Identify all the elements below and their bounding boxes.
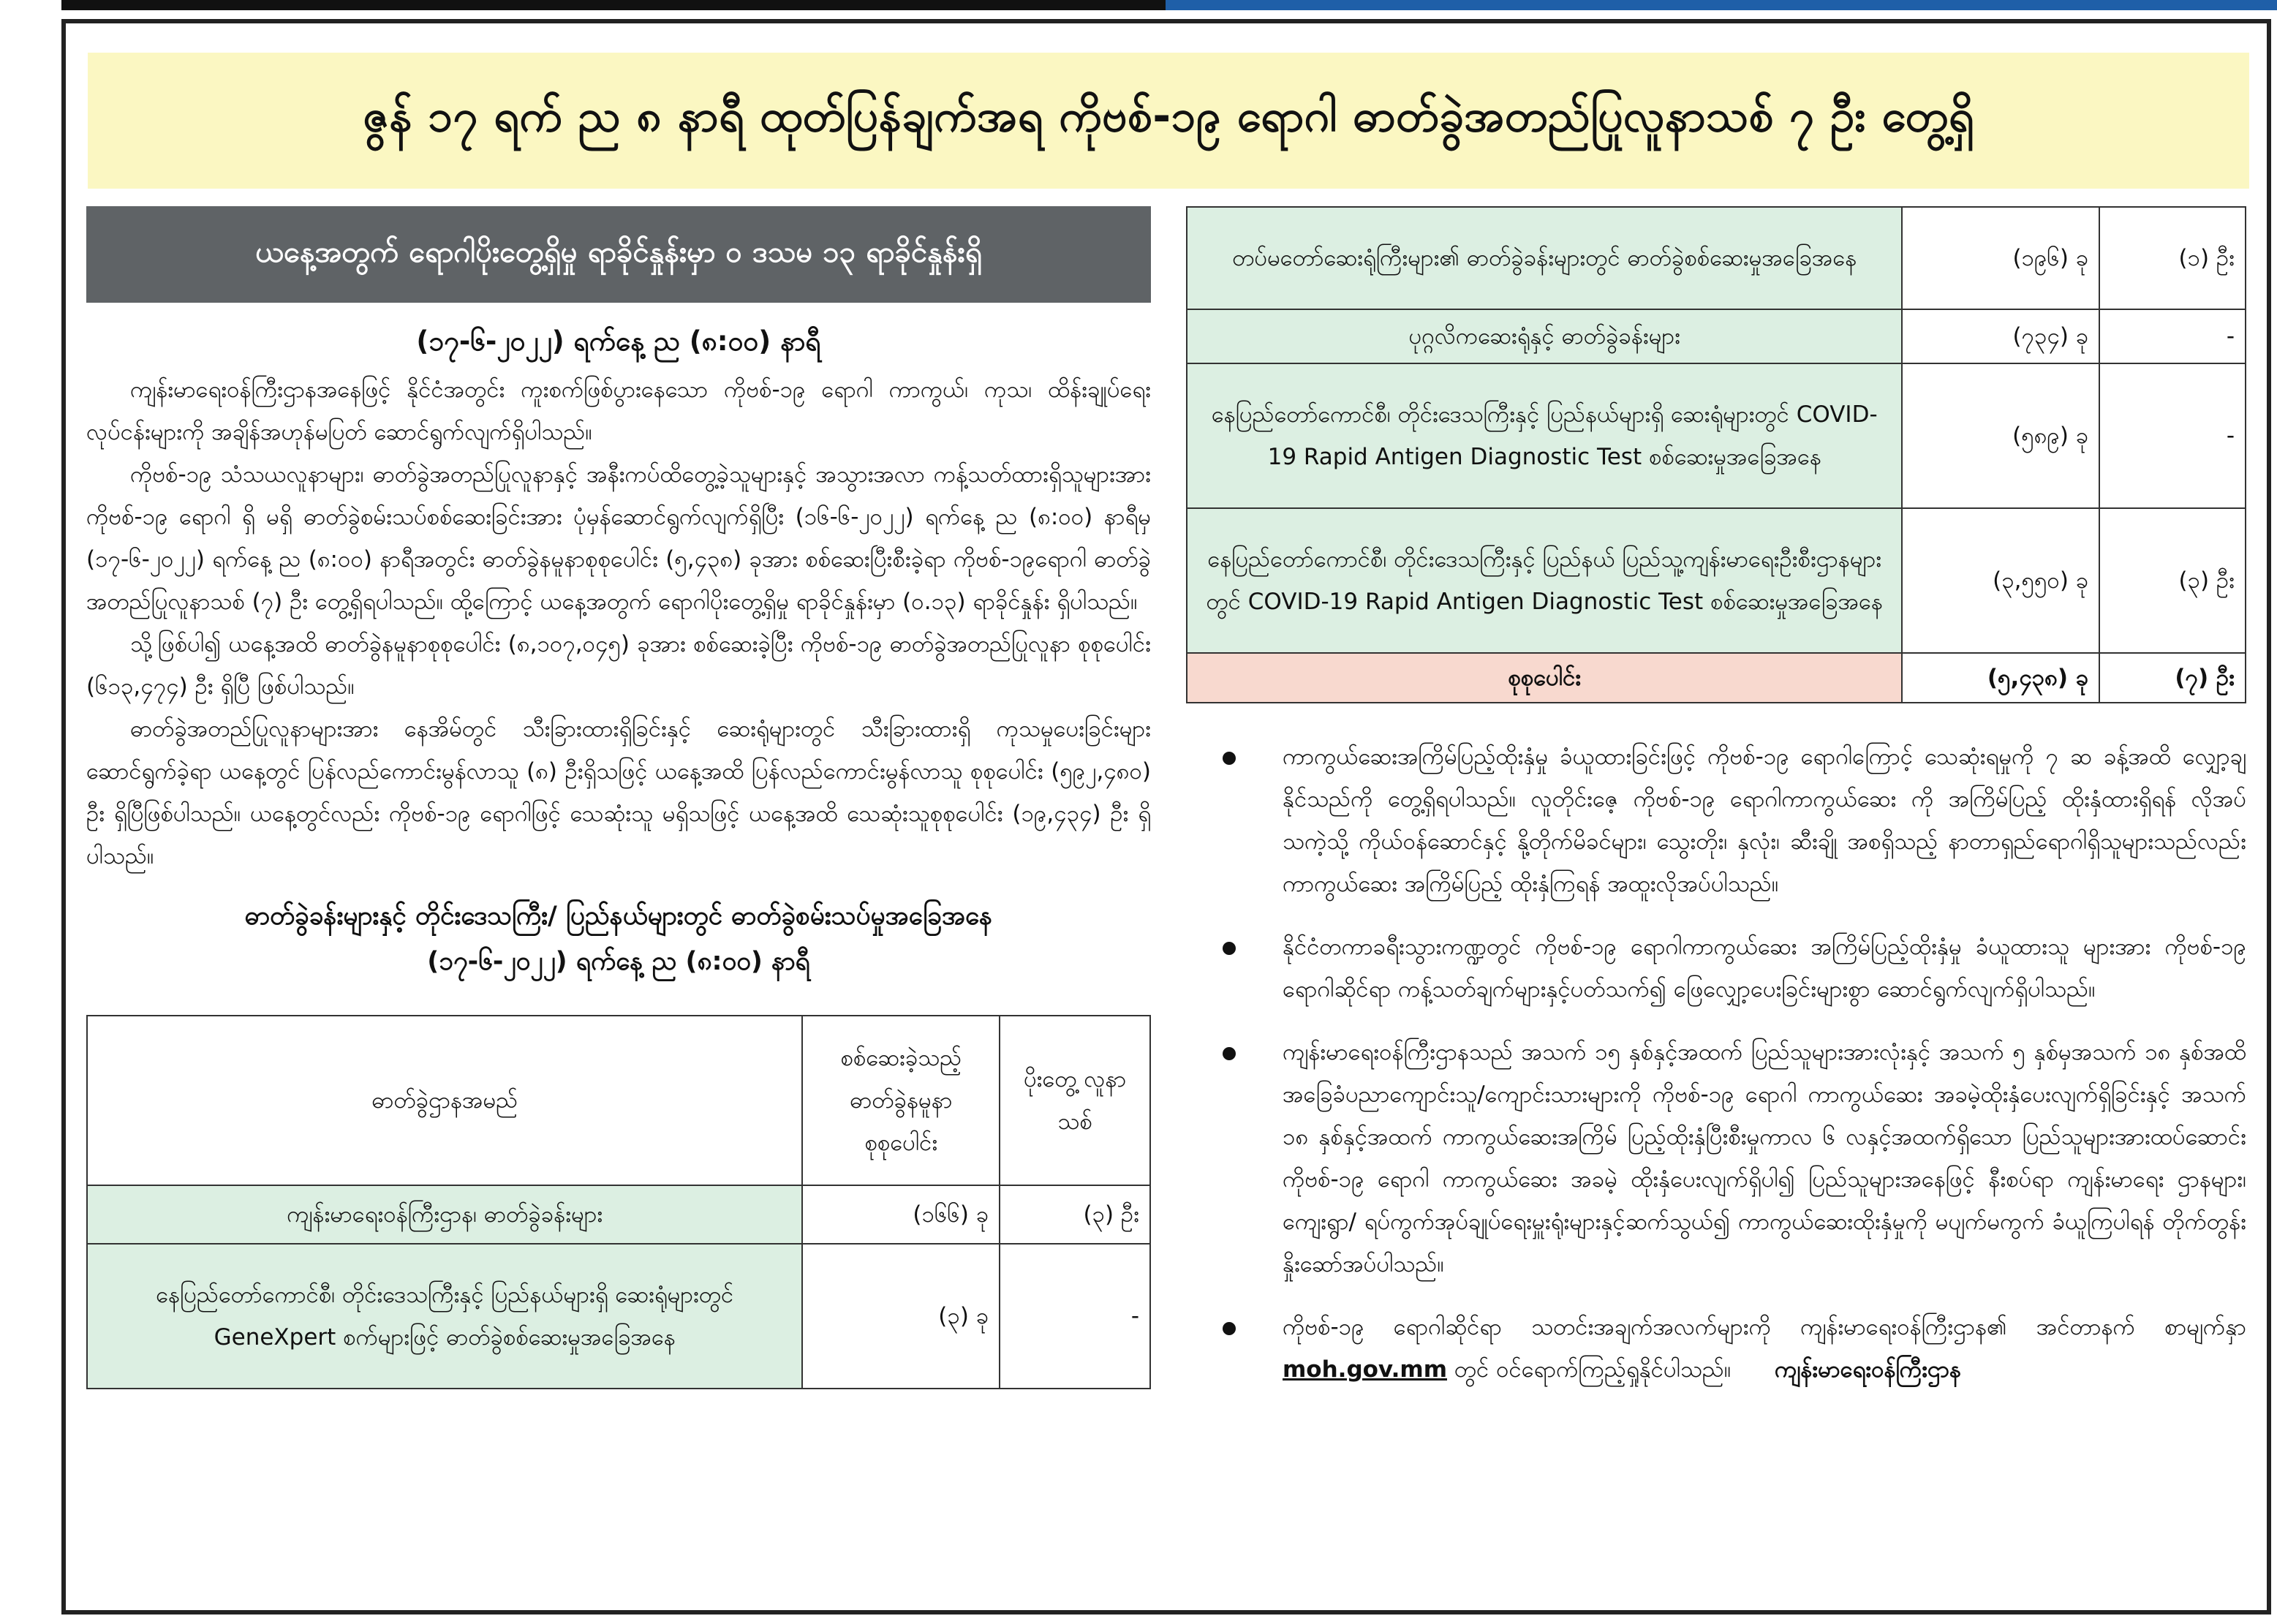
- lab-name-cell: တပ်မတော်ဆေးရုံကြီးများ၏ ဓာတ်ခွဲခန်းများတွင် ဓာတ်ခွဲစစ်ဆေးမှုအခြေအနေ: [1187, 207, 1902, 309]
- bullet-text-post: တွင် ဝင်ရောက်ကြည့်ရှုနိုင်ပါသည်။: [1447, 1356, 1732, 1383]
- bullet-text: နိုင်ငံတကာခရီးသွားကဏ္ဍတွင် ကိုဗစ်-၁၉ ရောဂါကာကွယ်ဆေး အကြိမ်ပြည့်ထိုးနှံမှု ခံယူထားသူ များအား ကိုဗစ်-၁၉ ရောဂါဆိုင်ရာ ကန့်သတ်ချက်များနှင့်ပတ်သက်၍ ဖြေလျှော့ပေးခြင်းများစွာ ဆောင်ရွက်လျက်ရှိပါသည်။: [1283, 934, 2246, 1002]
- right-column: [1186, 206, 2246, 1411]
- section-heading-line-1: ဓာတ်ခွဲခန်းများနှင့် တိုင်းဒေသကြီး/ ပြည်နယ်များတွင် ဓာတ်ခွဲစမ်းသပ်မှုအခြေအနေ: [244, 902, 993, 931]
- subtitle-bar: ယနေ့အတွက် ရောဂါပိုးတွေ့ရှိမှု ရာခိုင်နှုန်းမှာ ၀ ဒသမ ၁၃ ရာခိုင်နှုန်းရှိ: [86, 206, 1151, 303]
- samples-cell: (၅၈၉) ခု: [1902, 363, 2099, 508]
- bullet-dot-icon: [1223, 1047, 1236, 1060]
- list-item: [1186, 736, 2246, 905]
- bullet-dot-icon: [1223, 752, 1236, 765]
- positive-cell: -: [2099, 309, 2246, 363]
- table-row: [1187, 363, 2246, 508]
- bullet-dot-icon: [1223, 942, 1236, 955]
- top-bar-blue: [1166, 0, 2277, 10]
- header-samples: စစ်ဆေးခဲ့သည့် ဓာတ်ခွဲနမူနာ စုစုပေါင်း: [802, 1016, 1000, 1185]
- top-color-bar: [61, 0, 2277, 10]
- positive-cell: -: [1000, 1244, 1150, 1389]
- positive-cell: -: [2099, 363, 2246, 508]
- table-row: [87, 1185, 1150, 1244]
- bullet-dot-icon: [1223, 1322, 1236, 1335]
- table-row: [1187, 508, 2246, 653]
- positive-cell: (၁) ဦး: [2099, 207, 2246, 309]
- paragraph-1: ကျန်းမာရေးဝန်ကြီးဌာနအနေဖြင့် နိုင်ငံအတွင်း ကူးစက်ဖြစ်ပွားနေသော ကိုဗစ်-၁၉ ရောဂါ ကာကွယ်၊ ကုသ၊ ထိန်းချုပ်ရေးလုပ်ငန်းများကို အချိန်အဟုန်မပြတ် ဆောင်ရွက်လျက်ရှိပါသည်။: [86, 377, 1151, 445]
- header-positive: ပိုးတွေ့ လူနာသစ်: [1000, 1016, 1150, 1185]
- table-row: [1187, 309, 2246, 363]
- samples-cell: (၃) ခု: [802, 1244, 1000, 1389]
- lab-table-left: [86, 1015, 1151, 1389]
- table-row: [1187, 207, 2246, 309]
- positive-cell: (၃) ဦး: [2099, 508, 2246, 653]
- list-item: [1186, 926, 2246, 1011]
- bullet-text: ကျန်းမာရေးဝန်ကြီးဌာနသည် အသက် ၁၅ နှစ်နှင့်အထက် ပြည်သူများအားလုံးနှင့် အသက် ၅ နှစ်မှအသက် ၁၈ နှစ်အထိ အခြေခံပညာကျောင်းသူ/ကျောင်းသားများကို ကိုဗစ်-၁၉ ရောဂါ ကာကွယ်ဆေး အခမဲ့ထိုးနှံပေးလျက်ရှိခြင်းနှင့် အသက် ၁၈ နှစ်နှင့်အထက် ကာကွယ်ဆေးအကြိမ် ပြည့်ထိုးနှံပြီးစီးမှုကာလ ၆ လနှင့်အထက်ရှိသော ပြည်သူများအားထပ်ဆောင်း ကိုဗစ်-၁၉ ရောဂါ ကာကွယ်ဆေး အခမဲ့ ထိုးနှံပေးလျက်ရှိပါ၍ ပြည်သူများအနေဖြင့် နီးစပ်ရာ ကျန်းမာရေး ဌာနများ၊ ကျေးရွာ/ ရပ်ကွက်အုပ်ချုပ်ရေးမှူးရုံးများနှင့်ဆက်သွယ်၍ ကာကွယ်ဆေးထိုးနှံမှုကို မပျက်မကွက် ခံယူကြပါရန် တိုက်တွန်းနှိုးဆော်အပ်ပါသည်။: [1283, 1039, 2246, 1277]
- samples-cell: (၃,၅၅၀) ခု: [1902, 508, 2099, 653]
- bullet-list: [1186, 736, 2246, 1391]
- samples-cell: (၁၆၆) ခု: [802, 1185, 1000, 1244]
- lab-name-cell: ပုဂ္ဂလိကဆေးရုံနှင့် ဓာတ်ခွဲခန်းများ: [1187, 309, 1902, 363]
- table-header-row: [87, 1016, 1150, 1185]
- section-heading: [86, 894, 1151, 984]
- lab-table-right: [1186, 206, 2246, 703]
- list-item: [1186, 1306, 2246, 1391]
- samples-cell: (၁၉၆) ခု: [1902, 207, 2099, 309]
- positive-cell: (၃) ဦး: [1000, 1185, 1150, 1244]
- total-samples-cell: (၅,၄၃၈) ခု: [1902, 653, 2099, 703]
- bullet-text: ကာကွယ်ဆေးအကြိမ်ပြည့်ထိုးနှံမှု ခံယူထားခြင်းဖြင့် ကိုဗစ်-၁၉ ရောဂါကြောင့် သေဆုံးရမှုကို ၇ ဆ ခန့်အထိ လျှော့ချနိုင်သည်ကို တွေ့ရှိရပါသည်။ လူတိုင်းဇေ့ ကိုဗစ်-၁၉ ရောဂါကာကွယ်ဆေး ကို အကြိမ်ပြည့် ထိုးနှံထားရှိရန် လိုအပ်သကဲ့သို့ ကိုယ်ဝန်ဆောင်နှင့် နို့တိုက်မိခင်များ၊ သွေးတိုး၊ နှလုံး၊ ဆီးချို အစရှိသည့် နာတာရှည်ရောဂါရှိသူများသည်လည်း ကာကွယ်ဆေး အကြိမ်ပြည့် ထိုးနှံကြရန် အထူးလိုအပ်ပါသည်။: [1283, 744, 2246, 897]
- samples-cell: (၇၃၄) ခု: [1902, 309, 2099, 363]
- total-label-cell: စုစုပေါင်း: [1187, 653, 1902, 703]
- table-row: [87, 1244, 1150, 1389]
- total-positive-cell: (၇) ဦး: [2099, 653, 2246, 703]
- top-bar-dark: [61, 0, 1166, 10]
- signature: ကျန်းမာရေးဝန်ကြီးဌာန: [1775, 1356, 1961, 1383]
- header-lab-name: ဓာတ်ခွဲဌာနအမည်: [87, 1016, 802, 1185]
- date-line: (၁၇-၆-၂၀၂၂) ရက်နေ့ ည (၈:၀၀) နာရီ: [416, 325, 821, 357]
- page-title: ဇွန် ၁၇ ရက် ည ၈ နာရီ ထုတ်ပြန်ချက်အရ ကိုဗစ်-၁၉ ရောဂါ ဓာတ်ခွဲအတည်ပြုလူနာသစ် ၇ ဦး တွေ့ရှိ: [363, 91, 1974, 142]
- lab-name-cell: နေပြည်တော်ကောင်စီ၊ တိုင်းဒေသကြီးနှင့် ပြည်နယ်များရှိ ဆေးရုံများတွင် GeneXpert စက်များဖြင့် ဓာတ်ခွဲစစ်ဆေးမှုအခြေအနေ: [87, 1244, 802, 1389]
- bullet-text-pre: ကိုဗစ်-၁၉ ရောဂါဆိုင်ရာ သတင်းအချက်အလက်များကို ကျန်းမာရေးဝန်ကြီးဌာန၏ အင်တာနက် စာမျက်နှာ: [1283, 1314, 2246, 1340]
- lab-name-cell: နေပြည်တော်ကောင်စီ၊ တိုင်းဒေသကြီးနှင့် ပြည်နယ်များရှိ ဆေးရုံများတွင် COVID-19 Rapid Antigen Diagnostic Test စစ်ဆေးမှုအခြေအနေ: [1187, 363, 1902, 508]
- title-band: [88, 53, 2249, 189]
- paragraph-4: ဓာတ်ခွဲအတည်ပြုလူနာများအား နေအိမ်တွင် သီးခြားထားရှိခြင်းနှင့် ဆေးရုံများတွင် သီးခြားထားရှိ ကုသမှုပေးခြင်းများ ဆောင်ရွက်ခဲ့ရာ ယနေ့တွင် ပြန်လည်ကောင်းမွန်လာသူ (၈) ဦးရှိသဖြင့် ယနေ့အထိ ပြန်လည်ကောင်းမွန်လာသူ စုစုပေါင်း (၅၉၂,၄၈၀) ဦး ရှိပြီဖြစ်ပါသည်။ ယနေ့တွင်လည်း ကိုဗစ်-၁၉ ရောဂါဖြင့် သေဆုံးသူ မရှိသဖြင့် ယနေ့အထိ သေဆုံးသူစုစုပေါင်း (၁၉,၄၃၄) ဦး ရှိပါသည်။: [86, 716, 1151, 869]
- list-item: [1186, 1031, 2246, 1285]
- lab-name-cell: ကျန်းမာရေးဝန်ကြီးဌာန၊ ဓာတ်ခွဲခန်းများ: [87, 1185, 802, 1244]
- left-column: [86, 206, 1151, 1389]
- paragraph-2: ကိုဗစ်-၁၉ သံသယလူနာများ၊ ဓာတ်ခွဲအတည်ပြုလူနာနှင့် အနီးကပ်ထိတွေ့ခဲ့သူများနှင့် အသွားအလာ ကန့်သတ်ထားရှိသူများအား ကိုဗစ်-၁၉ ရောဂါ ရှိ မရှိ ဓာတ်ခွဲစမ်းသပ်စစ်ဆေးခြင်းအား ပုံမှန်ဆောင်ရွက်လျက်ရှိပြီး (၁၆-၆-၂၀၂၂) ရက်နေ့ ည (၈:၀၀) နာရီမှ (၁၇-၆-၂၀၂၂) ရက်နေ့ ည (၈:၀၀) နာရီအတွင်း ဓာတ်ခွဲနမူနာစုစုပေါင်း (၅,၄၃၈) ခုအား စစ်ဆေးပြီးစီးခဲ့ရာ ကိုဗစ်-၁၉ရောဂါ ဓာတ်ခွဲအတည်ပြုလူနာသစ် (၇) ဦး တွေ့ရှိရပါသည်။ ထို့ကြောင့် ယနေ့အတွက် ရောဂါပိုးတွေ့ရှိမှု ရာခိုင်နှုန်းမှာ (၀.၁၃) ရာခိုင်နှုန်း ရှိပါသည်။: [86, 461, 1151, 615]
- lab-name-cell: နေပြည်တော်ကောင်စီ၊ တိုင်းဒေသကြီးနှင့် ပြည်နယ် ပြည်သူ့ကျန်းမာရေးဦးစီးဌာနများတွင် COVID-19 Rapid Antigen Diagnostic Test စစ်ဆေးမှုအခြေအနေ: [1187, 508, 1902, 653]
- website-link[interactable]: moh.gov.mm: [1283, 1356, 1447, 1383]
- paragraph-3: သို့ဖြစ်ပါ၍ ယနေ့အထိ ဓာတ်ခွဲနမူနာစုစုပေါင်း (၈,၁၀၇,၀၄၅) ခုအား စစ်ဆေးခဲ့ပြီး ကိုဗစ်-၁၉ ဓာတ်ခွဲအတည်ပြုလူနာ စုစုပေါင်း (၆၁၃,၄၇၄) ဦး ရှိပြီ ဖြစ်ပါသည်။: [86, 631, 1151, 700]
- section-heading-line-2: (၁၇-၆-၂၀၂၂) ရက်နေ့ ည (၈:၀၀) နာရီ: [427, 947, 810, 976]
- total-row: [1187, 653, 2246, 703]
